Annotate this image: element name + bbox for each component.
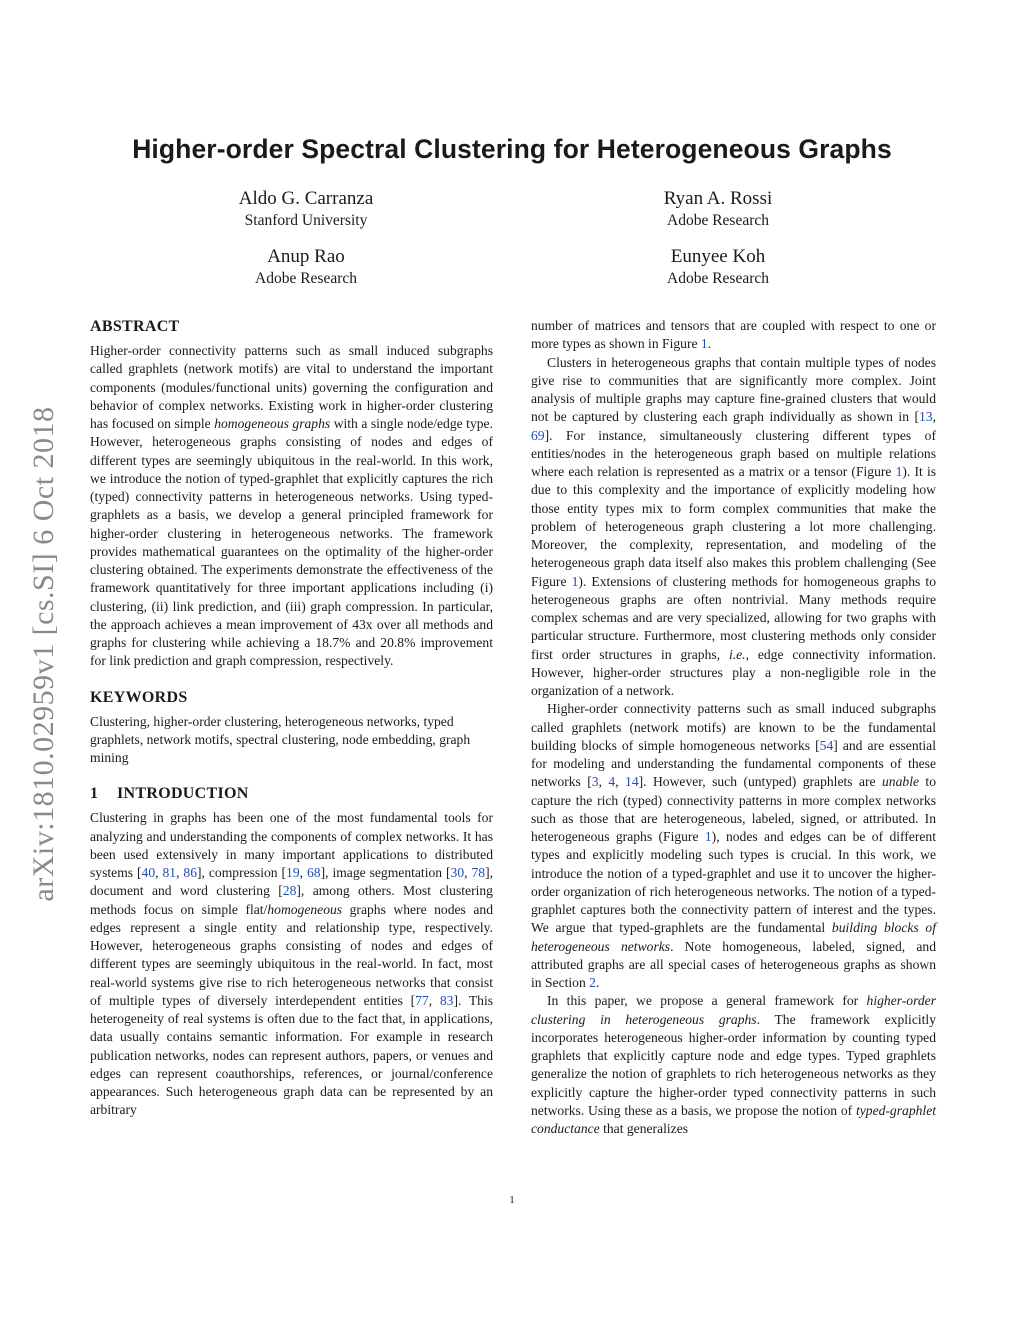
intro-paragraph: Clustering in graphs has been one of the most fundamental tools for analyzing and understanding the components of complex networks. It has been used extensively in many important applications to distributed systems [40, 81, 86], compression [19, 68], image segmentation [30, 78], document and word clustering [28], among others. Most clustering methods focus on simple flat/homogeneous graphs where nodes and edges represent a single entity and relationship type, respectively. However, heterogeneous graphs consisting of nodes and edges of different types are seemingly ubiquitous in the real-world. In fact, most real-world systems give rise to rich heterogeneous networks that consist of multiple types of diversely interdependent entities [77, 83]. This heterogeneity of real systems is often due to the fact that, in applications, data usually contains semantic information. For example in research publication networks, nodes can represent authors, papers, or venues and edges can represent coauthorships, references, or journal/conference appearances. Such heterogeneous graph data can be represented by an arbitrary — [90, 810, 494, 1118]
abstract-heading: ABSTRACT — [90, 318, 180, 335]
abstract-text: Higher-order connectivity patterns such as small induced subgraphs called graphlets (network motifs) are vital to understand the important components (modules/functional units) governing the configuration and behavior of complex networks. Existing work in higher-order clustering has focused on simple homogeneous graphs with a single node/edge type. However, heterogeneous graphs consisting of nodes and edges of different types are seemingly ubiquitous in the real-world. In this work, we introduce the notion of typed-graphlet that explicitly captures the rich (typed) connectivity patterns in heterogeneous networks. Using typed-graphlets as a basis, we develop a general principled framework for higher-order clustering in heterogeneous networks. The framework provides mathematical guarantees on the optimality of the higher-order clustering obtained. The experiments demonstrate the effectiveness of the framework quantitatively for three important applications including (i) clustering, (ii) link prediction, and (iii) graph compression. In particular, the approach achieves a mean improvement of 43x over all methods and graphs for clustering while achieving a 18.7% and 20.8% improvement for link prediction and graph compression, respectively. — [90, 343, 493, 669]
citation-link[interactable]: 3 — [591, 774, 599, 790]
author-affiliation: Adobe Research — [667, 212, 769, 229]
citation-link[interactable]: 77 — [415, 992, 429, 1008]
citation-link[interactable]: 19 — [286, 865, 300, 880]
figure-ref-link[interactable]: 1 — [895, 464, 903, 479]
body-paragraph: In this paper, we propose a general framework for higher-order clustering in heterogeneous graphs. The framework explicitly incorporates heterogeneous higher-order information by counting typed graphlets that explicitly capture node and edge types. Typed graphlets generalize the notion of graphlets to rich heterogeneous networks as they explicitly capture the higher-order typed connectivity patterns in such networks. Using these as a basis, we propose the notion of typed-graphlet conductance that generalizes — [531, 993, 936, 1136]
author-block — [548, 245, 888, 289]
citation-link[interactable]: 86 — [183, 865, 197, 880]
author-name: Eunyee Koh — [670, 246, 766, 267]
citation-link[interactable]: 28 — [282, 883, 297, 899]
citation-link[interactable]: 54 — [819, 737, 834, 753]
author-block — [548, 187, 888, 231]
author-affiliation: Adobe Research — [667, 270, 769, 287]
figure-ref-link[interactable]: 1 — [571, 573, 579, 589]
citation-link[interactable]: 4 — [608, 774, 616, 790]
arxiv-side-label: arXiv:1810.02959v1 [cs.SI] 6 Oct 2018 — [27, 406, 60, 902]
author-affiliation: Adobe Research — [255, 270, 357, 287]
author-name: Ryan A. Rossi — [663, 188, 773, 209]
citation-link[interactable]: 40 — [141, 865, 156, 880]
citation-link[interactable]: 68 — [306, 865, 321, 880]
intro-heading: 1 INTRODUCTION — [90, 785, 249, 803]
right-column — [531, 317, 936, 1138]
citation-link[interactable]: 83 — [439, 992, 454, 1008]
section-ref-link[interactable]: 2 — [589, 975, 596, 990]
paper-title: Higher-order Spectral Clustering for Heterogeneous Graphs — [132, 134, 892, 164]
body-paragraph: Higher-order connectivity patterns such as small induced subgraphs called graphlets (network motifs) are known to be the fundamental building blocks of simple homogeneous networks [54] and are essential for modeling and understanding the fundamental components of these networks [3, 4, 14]. However, such (untyped) graphlets are unable to capture the rich (typed) connectivity patterns in more complex networks such as those that are heterogeneous, labeled, signed, or attributed. In heterogeneous graphs (Figure 1), nodes and edges can be of different types and explicitly modeling such types is crucial. In this work, we introduce the notion of a typed-graphlet and use it to uncover the higher-order organization of rich heterogeneous networks. The notion of a typed-graphlet captures both the connectivity pattern of interest and the types. We argue that typed-graphlets are the fundamental building blocks of heterogeneous networks. Note homogeneous, labeled, signed, and attributed graphs are all special cases of heterogeneous graphs as shown in Section 2. — [531, 701, 937, 990]
author-affiliation: Stanford University — [244, 212, 368, 229]
citation-link[interactable]: 78 — [471, 865, 486, 880]
keywords-text: Clustering, higher-order clustering, heterogeneous networks, typed graphlets, network motifs, spectral clustering, node embedding, graph mining — [90, 713, 471, 765]
body-paragraph: Clusters in heterogeneous graphs that contain multiple types of nodes give rise to communities that are significantly more complex. Joint analysis of multiple graphs may capture fine-grained clusters that would not be captured by clustering each graph individually as shown in [13, 69]. For instance, simultaneously clustering different types of entities/nodes in the heterogeneous graph based on multiple relations where each relation is represented as a matrix or a tensor (Figure 1). It is due to this complexity and the importance of explicitly modeling how those entity types mix to form complex communities that make the problem of heterogeneous graph clustering a lot more challenging. Moreover, the complexity, representation, and modeling of the heterogeneous graph data itself also makes this problem challenging (See Figure 1). Extensions of clustering methods for homogeneous graphs to heterogeneous graphs are often nontrivial. Many methods require complex schemas and are very specialized, allowing for two graphs with particular structure. Furthermore, most clustering methods only consider first order structures in graphs, i.e., edge connectivity information. However, higher-order structures play a non-negligible role in the organization of a network. — [531, 354, 937, 698]
author-block — [136, 187, 476, 231]
author-name: Aldo G. Carranza — [238, 188, 374, 209]
page-number: 1 — [509, 1194, 515, 1206]
citation-link[interactable]: 69 — [531, 427, 545, 443]
keywords-heading: KEYWORDS — [90, 688, 188, 706]
figure-ref-link[interactable]: 1 — [700, 336, 708, 352]
citation-link[interactable]: 14 — [625, 774, 639, 790]
citation-link[interactable]: 30 — [450, 865, 465, 880]
citation-link[interactable]: 81 — [162, 865, 177, 880]
author-name: Anup Rao — [267, 246, 345, 267]
left-column — [90, 317, 493, 1120]
author-block — [136, 245, 476, 289]
figure-ref-link[interactable]: 1 — [704, 829, 712, 844]
body-paragraph: number of matrices and tensors that are coupled with respect to one or more types as shown in Figure 1. — [531, 318, 936, 352]
citation-link[interactable]: 13 — [919, 409, 933, 425]
